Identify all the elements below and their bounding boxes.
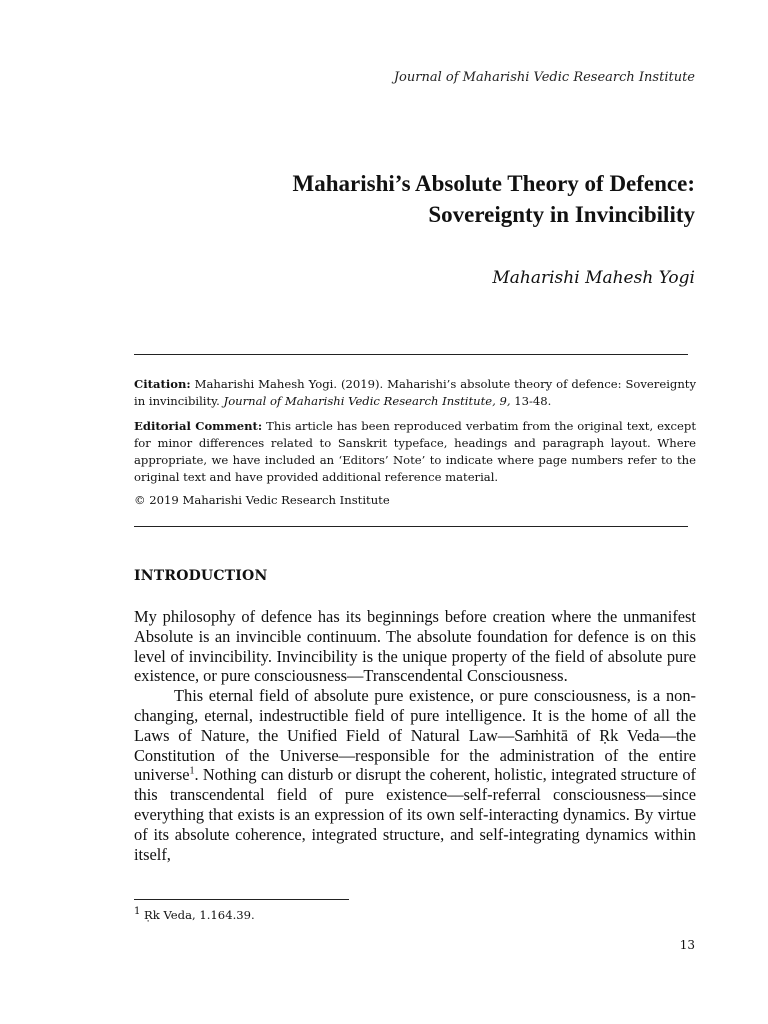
editorial-text: This article has been reproduced verbatim from the original text, except for minor differences related to Sanskrit typeface, headings and paragraph layout. Where appropriate, we have included an ‘Editors’ Note’ to indicate where page numbers refer to the original text and have provided additional reference material. (134, 419, 696, 484)
author-name: Maharishi Mahesh Yogi (492, 268, 695, 288)
divider-bottom (134, 526, 688, 527)
running-header: Journal of Maharishi Vedic Research Institute (393, 70, 695, 85)
citation-block (134, 376, 696, 410)
copyright-notice: © 2019 Maharishi Vedic Research Institute (134, 493, 390, 507)
citation-pages: 13-48. (510, 394, 552, 408)
footnote-text: Ṛk Veda, 1.164.39. (140, 908, 255, 922)
footnote (134, 908, 255, 922)
title-line-1: Maharishi’s Absolute Theory of Defence: (292, 171, 695, 196)
citation-journal: Journal of Maharishi Vedic Research Institute, 9, (223, 394, 511, 408)
editorial-comment (134, 418, 696, 486)
citation-label: Citation: (134, 377, 191, 391)
paragraph-2-part-1: This eternal field of absolute pure existence, or pure consciousness, is a non-changing, eternal, indestructible field of pure intelligence. It is the home of all the Laws of Nature, the Unified Field of Natural Law—Saṁhitā of Ṛk Veda—the Constitution of the Universe—responsible for the administration of the entire universe (134, 686, 696, 785)
paragraph-2 (134, 686, 696, 864)
footnote-divider (134, 899, 349, 900)
title-line-2: Sovereignty in Invincibility (428, 202, 695, 227)
paragraph-1: My philosophy of defence has its beginnings before creation where the unmanifest Absolute is an invincible continuum. The absolute foundation for defence is on this level of invincibility. Invincibility is the unique property of the field of absolute pure existence, or pure consciousness—Transcendental Consciousness. (134, 607, 696, 686)
section-heading: INTRODUCTION (134, 568, 268, 584)
body-text (134, 607, 696, 864)
divider-top (134, 354, 688, 355)
editorial-label: Editorial Comment: (134, 419, 263, 433)
footnote-marker: 1 (134, 906, 141, 918)
article-title (135, 168, 695, 230)
page-number: 13 (679, 938, 695, 952)
paragraph-2-part-2: . Nothing can disturb or disrupt the coherent, holistic, integrated structure of this transcendental field of pure existence—self-referral consciousness—since everything that exists is an expression of its own self-interacting dynamics. By virtue of its absolute coherence, integrated structure, and self-integrating dynamics within itself, (134, 765, 696, 864)
footnote-reference[interactable]: 1 (189, 765, 195, 777)
citation-text: Maharishi Mahesh Yogi. (2019). Maharishi’s absolute theory of defence: Sovereignty in invincibility. (134, 377, 696, 408)
